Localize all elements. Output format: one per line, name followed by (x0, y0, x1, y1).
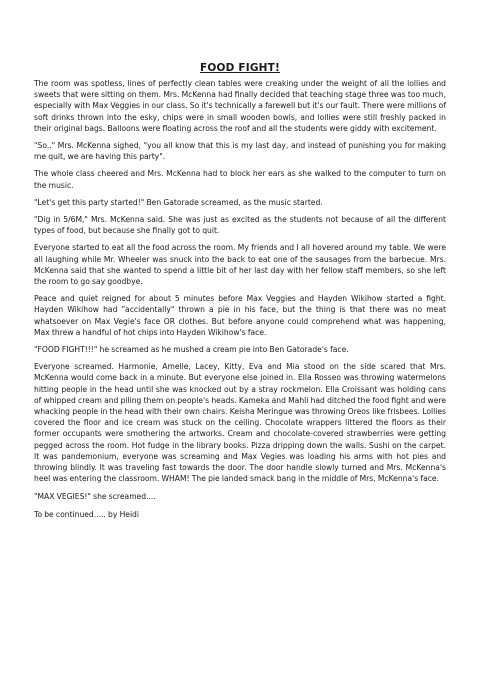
paragraph-6: Everyone started to eat all the food across the room. My friends and I all hovered around my table. We were all laughing while Mr. Wheeler was snuck into the back to eat one of the sausages from the barbecue. Mrs. McKenna said that she wanted to spend a little bit of her last day with her fellow staff members, so she left the room to go say goodbye. (34, 243, 446, 287)
paragraph-3: The whole class cheered and Mrs. McKenna had to block her ears as she walked to the computer to turn on the music. (34, 169, 446, 190)
paragraph-5: "Dig in 5/6M," Mrs. McKenna said. She was just as excited as the students not because of all the different types of food, but because she finally got to quit. (34, 215, 446, 236)
paragraph-2: "So.." Mrs. McKenna sighed, "you all know that this is my last day, and instead of punishing you for making me quit, we are having this party". (34, 141, 446, 162)
paragraph-1: The room was spotless, lines of perfectly clean tables were creaking under the weight of all the lollies and sweets that were sitting on them. Mrs. McKenna had finally decided that teaching stage three was too much, especially with Max Veggies in our class. So it's technically a farewell but it's our fault. There were millions of soft drinks thrown into the esky, chips were in small wooden bowls, and lollies were still freshly packed in their original bags. Balloons were floating across the roof and all the students were giddy with excitement. (34, 79, 446, 133)
paragraph-4: "Let's get this party started!" Ben Gatorade screamed, as the music started. (34, 197, 323, 207)
document-title: FOOD FIGHT! (199, 62, 281, 74)
paragraph-8: "FOOD FIGHT!!!" he screamed as he mushed a cream pie into Ben Gatorade's face. (34, 345, 349, 355)
paragraph-9: Everyone screamed. Harmonie, Amelie, Lacey, Kitty, Eva and Mia stood on the side scared that Mrs. McKenna would come back in a minute. But everyone else joined in. Ella Rosseo was throwing watermelons hitting people in the head until she was knocked out by a stray rockmelon. Ella Croissant was holding cans of whipped cream and piling them on people's heads. Kameka and Mahli had ditched the food fight and were whacking people in the head with their own chairs. Keisha Meringue was throwing Oreos like frisbees. Lollies covered the floor and ice cream was stuck on the ceiling. Chocolate wrappers littered the floors as their former occupants were smothering the artworks. Cream and chocolate-covered strawberries were getting pegged across the room. Hot fudge in the library books. Pizza dripping down the walls. Sushi on the carpet. It was pandemonium, everyone was screaming and Max Vegies was loading his arms with hot pies and throwing blindly. It was traveling fast towards the door. The door handle slowly turned and Mrs. McKenna's heel was entering the classroom. WHAM! The pie landed smack bang in the middle of Mrs. McKenna's face. (34, 362, 446, 484)
paragraph-10: "MAX VEGIES!" she screamed.... (34, 491, 156, 501)
paragraph-7: Peace and quiet reigned for about 5 minutes before Max Veggies and Hayden Wikihow started a fight. Hayden Wikihow had "accidentally" thrown a pie in his face, but the thing is that there was no meat whatsoever on Max Vegie's face OR clothes. But before anyone could comprehend what was happening, Max threw a handful of hot chips into Hayden Wikihow's face. (34, 294, 446, 337)
signature-line: To be continued..... by Heidi (34, 509, 139, 519)
